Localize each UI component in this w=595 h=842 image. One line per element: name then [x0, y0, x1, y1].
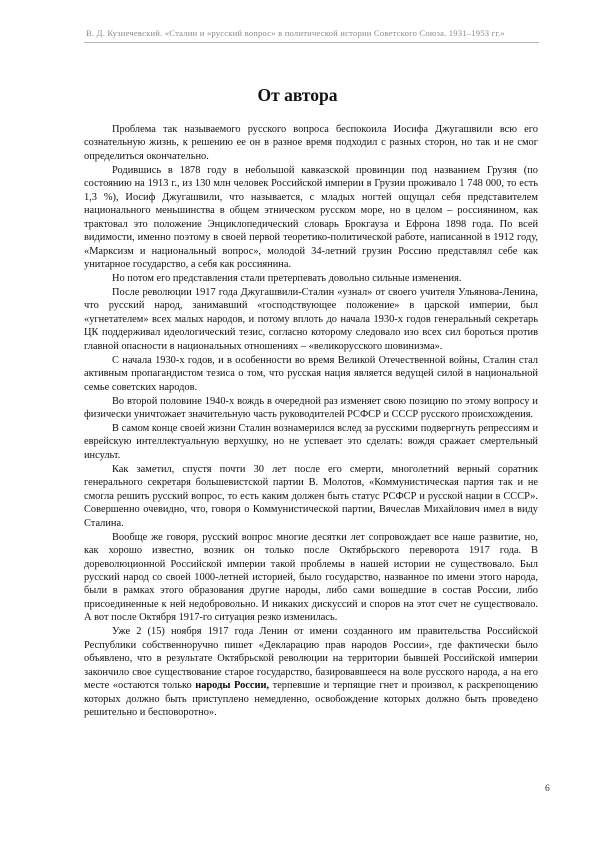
paragraph: Как заметил, спустя почти 30 лет после его смерти, многолетний верный соратник генерального секретаря большевистской партии В. Молотов, «Коммунистическая партия так и не смогла решить русский вопрос, то есть каким должен быть статус РСФСР и русской нации в СССР». Совершенно очевидно, что, говоря о Коммунистической партии, Вячеслав Михайлович имел в виду Сталина.	[84, 463, 538, 529]
paragraph: В самом конце своей жизни Сталин вознамерился вслед за русскими подвергнуть репрессиям и еврейскую интеллектуальную верхушку, но не успевает это сделать: вождя сражает смертельный инсульт.	[84, 422, 538, 461]
running-header: В. Д. Кузнечевский. «Сталин и «русский вопрос» в политической истории Советского Союза. 1931–1953 гг.»	[86, 28, 505, 38]
paragraph-text: терпевшие и терпящие гнет и произвол, к раскрепощению которых должно быть приступлено немедленно, освобождение которых должно быть проведено решительно и бесповоротно».	[84, 680, 538, 718]
chapter-title: От автора	[257, 85, 338, 105]
paragraph-text: Уже 2 (15) ноября 1917 года Ленин от имени созданного им правительства Российской Республики собственноручно пишет «Декларацию прав народов России», где фактически было объявлено, что в результате Октябрьской революции на территории бывшей Российской империи закончило свое существование старое государство, базировавшееся на воле русского народа, а на его месте «остаются только	[84, 626, 538, 692]
paragraph: С начала 1930-х годов, и в особенности во время Великой Отечественной войны, Сталин стал активным пропагандистом тезиса о том, что русская нация является ведущей силой в национальной семье советских народов.	[84, 354, 538, 393]
paragraph: Но потом его представления стали претерпевать довольно сильные изменения.	[112, 272, 462, 284]
page-number: 6	[545, 784, 550, 794]
emphasized-text: народы России,	[195, 680, 270, 692]
paragraph: Вообще же говоря, русский вопрос многие десятки лет сопровождает все наше развитие, но, как хорошо известно, возник он только после Октябрьского переворота 1917 года. В дореволюционной Российской империи такой проблемы в нашей истории не существовало. Был русский народ со своей 1000-летней историей, было государство, названное по имени этого народа, были в рамках этого образования другие народы, либо сами вошедшие в состав России, либо присоединенные к ней недобровольно. И никаких дискуссий и споров на этот счет не существовало. А вот после Октября 1917-го ситуация резко изменилась.	[84, 531, 538, 624]
paragraph-last	[84, 625, 538, 719]
paragraph: Во второй половине 1940-х вождь в очередной раз изменяет свою позицию по этому вопросу и физически уничтожает значительную часть руководителей РСФСР и СССР русского происхождения.	[84, 395, 538, 421]
paragraph: Родившись в 1878 году в небольшой кавказской провинции под названием Грузия (по состоянию на 1913 г., из 130 млн человек Российской империи в Грузии проживало 1 748 000, то есть 1,3 %), Иосиф Джугашвили, что называется, с младых ногтей ощущал себя представителем национального меньшинства в общем этническом русском море, но в целом – россиянином, как трактовал это положение Энциклопедический словарь Брокгауза и Ефрона 1898 года. По всей видимости, именно поэтому в своей первой теоретико-политической работе, написанной в 1912 году, «Марксизм и национальный вопрос», молодой 34-летний грузин Россию представлял себе как унитарное государство, а себя как россиянина.	[84, 164, 538, 271]
body-text	[84, 123, 538, 720]
paragraph: После революции 1917 года Джугашвили-Сталин «узнал» от своего учителя Ульянова-Ленина, что русский народ, занимавший «господствующее положение» в царской империи, был «угнетателем» всех малых народов, и потому вплоть до начала 1930-х годов генеральный секретарь ЦК поддерживал идеологический тезис, согласно которому следовало изо всех сил бороться против главной опасности в национальных отношениях – «великорусского шовинизма».	[84, 286, 538, 352]
paragraph: Проблема так называемого русского вопроса беспокоила Иосифа Джугашвили всю его сознательную жизнь, к решению ее он в разное время подходил с разных сторон, но так и не смог определиться окончательно.	[84, 124, 538, 162]
header-rule	[84, 42, 539, 43]
